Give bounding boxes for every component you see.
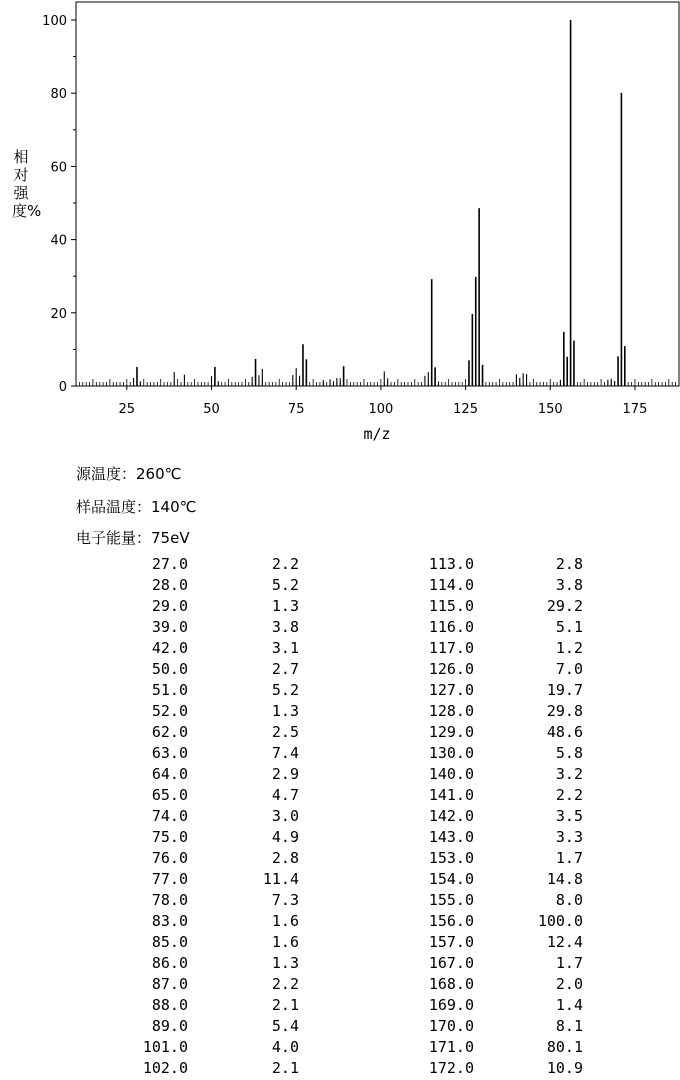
mz-cell: 140.0 [428, 765, 474, 783]
intensity-cell: 1.3 [271, 954, 299, 972]
mz-cell: 76.0 [151, 849, 188, 867]
table-row [0, 828, 680, 849]
table-row [0, 660, 680, 681]
table-row [0, 555, 680, 576]
intensity-cell: 7.3 [271, 891, 299, 909]
table-row [0, 681, 680, 702]
x-tick-label: 175 [622, 402, 648, 417]
intensity-cell: 2.1 [271, 1059, 299, 1077]
intensity-cell: 29.2 [546, 597, 583, 615]
mz-cell: 101.0 [142, 1038, 188, 1056]
table-row [0, 912, 680, 933]
y-tick-label: 20 [50, 306, 67, 322]
x-ticks [119, 386, 648, 417]
mz-cell: 116.0 [428, 618, 474, 636]
table-row [0, 933, 680, 954]
intensity-cell: 14.8 [546, 870, 583, 888]
intensity-cell: 5.8 [555, 744, 583, 762]
intensity-cell: 8.1 [555, 1017, 583, 1035]
table-row [0, 1038, 680, 1059]
intensity-cell: 100.0 [537, 912, 583, 930]
mz-cell: 113.0 [428, 555, 474, 573]
intensity-cell: 2.9 [271, 765, 299, 783]
mz-cell: 88.0 [151, 996, 188, 1014]
y-tick-label: 100 [42, 14, 67, 29]
intensity-cell: 1.6 [271, 933, 299, 951]
table-row [0, 786, 680, 807]
intensity-cell: 3.5 [555, 807, 583, 825]
mz-cell: 157.0 [428, 933, 474, 951]
intensity-cell: 19.7 [546, 681, 583, 699]
electron-energy: 电子能量：75eV [76, 529, 190, 547]
y-tick-label: 40 [50, 233, 67, 249]
intensity-cell: 8.0 [555, 891, 583, 909]
mz-cell: 143.0 [428, 828, 474, 846]
x-axis-label: m/z [363, 425, 391, 443]
intensity-cell: 7.4 [271, 744, 299, 762]
intensity-cell: 10.9 [546, 1059, 583, 1077]
mz-cell: 171.0 [428, 1038, 474, 1056]
table-row [0, 891, 680, 912]
table-row [0, 954, 680, 975]
intensity-cell: 2.1 [271, 996, 299, 1014]
intensity-cell: 1.3 [271, 597, 299, 615]
table-row [0, 597, 680, 618]
intensity-cell: 3.1 [271, 639, 299, 657]
intensity-cell: 12.4 [546, 933, 583, 951]
intensity-cell: 1.2 [555, 639, 583, 657]
table-row [0, 975, 680, 996]
mz-cell: 153.0 [428, 849, 474, 867]
x-tick-label: 50 [203, 402, 220, 417]
mz-cell: 127.0 [428, 681, 474, 699]
table-row [0, 807, 680, 828]
intensity-cell: 3.0 [271, 807, 299, 825]
x-tick-label: 125 [453, 402, 478, 417]
mz-cell: 115.0 [428, 597, 474, 615]
intensity-cell: 4.9 [271, 828, 299, 846]
mz-cell: 87.0 [151, 975, 188, 993]
mz-cell: 28.0 [151, 576, 188, 594]
y-axis-label: 相对强度% [12, 148, 42, 220]
table-row [0, 576, 680, 597]
intensity-cell: 1.6 [271, 912, 299, 930]
mass-spectrum-chart [0, 0, 680, 450]
x-tick-label: 100 [368, 402, 394, 417]
mz-cell: 29.0 [151, 597, 188, 615]
y-tick-label: 0 [58, 380, 67, 395]
mz-cell: 51.0 [151, 681, 188, 699]
table-row [0, 849, 680, 870]
table-row [0, 765, 680, 786]
mz-cell: 130.0 [428, 744, 474, 762]
sample-temperature: 样品温度：140℃ [76, 498, 197, 516]
mz-cell: 128.0 [428, 702, 474, 720]
intensity-cell: 2.8 [271, 849, 299, 867]
mz-cell: 86.0 [151, 954, 188, 972]
intensity-cell: 2.2 [271, 975, 299, 993]
spectrum-bars [134, 20, 625, 386]
mz-cell: 75.0 [151, 828, 188, 846]
mz-cell: 63.0 [151, 744, 188, 762]
intensity-cell: 2.5 [271, 723, 299, 741]
table-row [0, 1017, 680, 1038]
table-row [0, 996, 680, 1017]
x-tick-label: 150 [537, 402, 563, 417]
intensity-cell: 1.4 [555, 996, 583, 1014]
mz-cell: 114.0 [428, 576, 474, 594]
mz-cell: 27.0 [151, 555, 188, 573]
table-row [0, 618, 680, 639]
intensity-cell: 5.2 [271, 681, 299, 699]
mz-cell: 141.0 [428, 786, 474, 804]
mz-cell: 89.0 [151, 1017, 188, 1035]
mz-cell: 170.0 [428, 1017, 474, 1035]
source-temperature: 源温度：260℃ [76, 465, 182, 483]
y-tick-label: 80 [50, 87, 67, 103]
table-row [0, 744, 680, 765]
mz-cell: 142.0 [428, 807, 474, 825]
intensity-cell: 2.7 [271, 660, 299, 678]
intensity-cell: 3.8 [555, 576, 583, 594]
intensity-cell: 2.2 [555, 786, 583, 804]
intensity-cell: 1.3 [271, 702, 299, 720]
mz-cell: 156.0 [428, 912, 474, 930]
mz-cell: 154.0 [428, 870, 474, 888]
intensity-cell: 4.0 [271, 1038, 299, 1056]
mz-cell: 169.0 [428, 996, 474, 1014]
mz-cell: 102.0 [142, 1059, 188, 1077]
table-row [0, 723, 680, 744]
mz-cell: 42.0 [151, 639, 188, 657]
mz-cell: 65.0 [151, 786, 188, 804]
mz-cell: 83.0 [151, 912, 188, 930]
table-row [0, 870, 680, 891]
intensity-cell: 80.1 [546, 1038, 583, 1056]
table-row [0, 702, 680, 723]
intensity-cell: 1.7 [555, 849, 583, 867]
intensity-cell: 3.2 [555, 765, 583, 783]
mz-cell: 62.0 [151, 723, 188, 741]
y-tick-label: 60 [50, 160, 67, 176]
mz-cell: 85.0 [151, 933, 188, 951]
intensity-cell: 48.6 [546, 723, 583, 741]
mz-cell: 77.0 [151, 870, 188, 888]
mz-cell: 50.0 [151, 660, 188, 678]
mz-cell: 117.0 [428, 639, 474, 657]
x-minor-ticks [76, 379, 679, 386]
table-row [0, 639, 680, 660]
intensity-cell: 5.1 [555, 618, 583, 636]
plot-frame [76, 2, 679, 386]
mz-cell: 78.0 [151, 891, 188, 909]
x-tick-label: 75 [287, 402, 305, 417]
intensity-cell: 11.4 [262, 870, 299, 888]
mz-cell: 172.0 [428, 1059, 474, 1077]
mz-cell: 168.0 [428, 975, 474, 993]
intensity-cell: 7.0 [555, 660, 583, 678]
mz-cell: 74.0 [151, 807, 188, 825]
y-ticks [42, 14, 76, 395]
intensity-cell: 4.7 [271, 786, 299, 804]
mz-cell: 155.0 [428, 891, 474, 909]
intensity-cell: 29.8 [546, 702, 583, 720]
mz-cell: 64.0 [151, 765, 188, 783]
intensity-cell: 2.8 [555, 555, 583, 573]
mz-cell: 39.0 [151, 618, 188, 636]
intensity-cell: 3.3 [555, 828, 583, 846]
intensity-cell: 3.8 [271, 618, 299, 636]
intensity-cell: 2.0 [555, 975, 583, 993]
mz-cell: 52.0 [151, 702, 188, 720]
intensity-cell: 1.7 [555, 954, 583, 972]
intensity-cell: 5.4 [271, 1017, 299, 1035]
mz-cell: 129.0 [428, 723, 474, 741]
intensity-cell: 2.2 [271, 555, 299, 573]
x-tick-label: 25 [118, 402, 136, 417]
mz-cell: 126.0 [428, 660, 474, 678]
intensity-cell: 5.2 [271, 576, 299, 594]
mz-cell: 167.0 [428, 954, 474, 972]
